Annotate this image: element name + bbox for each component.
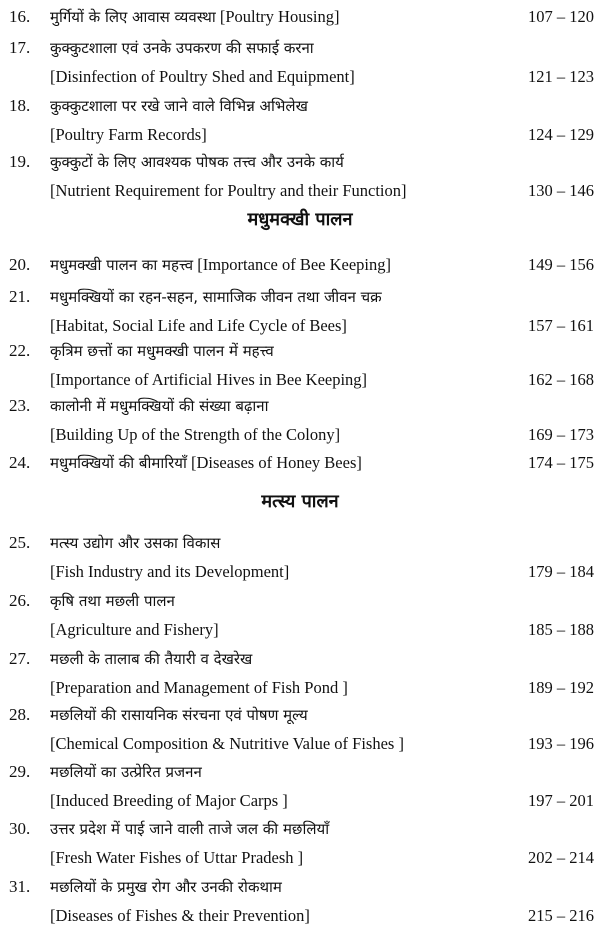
entry-title-hindi: मधुमक्खी पालन का महत्त्व [50,256,194,274]
entry-number: 18. [9,96,31,115]
entry-pages: 185 – 188 [528,620,594,639]
entry-title [50,7,339,27]
entry-title-hindi: कृत्रिम छत्तों का मधुमक्खी पालन में महत्त्व [50,342,274,360]
entry-title-hindi: मधुमक्खियों का रहन-सहन, सामाजिक जीवन तथा जीवन चक्र [50,288,382,306]
entry-title-english: [Induced Breeding of Major Carps ] [50,791,288,810]
section-heading-fish: मत्स्य पालन [261,491,339,512]
entry-pages: 193 – 196 [528,734,594,753]
entry-number: 21. [9,287,31,306]
entry-pages: 149 – 156 [528,255,594,274]
entry-number: 20. [9,255,31,274]
entry-number: 30. [9,819,31,838]
entry-title-english: [Importance of Artificial Hives in Bee Keeping] [50,370,368,389]
entry-title-hindi: मुर्गियों के लिए आवास व्यवस्था [50,8,216,26]
entry-title-english: [Building Up of the Strength of the Colony] [50,425,341,444]
entry-title-hindi: मधुमक्खियों की बीमारियाँ [50,454,187,472]
entry-title [50,453,362,473]
entry-pages: 174 – 175 [528,453,594,472]
entry-title-english: [Poultry Farm Records] [50,125,207,144]
entry-title-hindi: कुक्कुटशाला एवं उनके उपकरण की सफाई करना [50,39,314,57]
entry-title-english: [Agriculture and Fishery] [50,620,219,639]
entry-pages: 162 – 168 [528,370,594,389]
entry-title-hindi: कृषि तथा मछली पालन [50,592,175,610]
entry-number: 19. [9,152,31,171]
entry-title-english: [Preparation and Management of Fish Pond ] [50,678,348,697]
entry-pages: 189 – 192 [528,678,594,697]
entry-title-english: [Diseases of Fishes & their Prevention] [50,906,310,925]
entry-title [50,255,391,275]
entry-title-english: [Fresh Water Fishes of Uttar Pradesh ] [50,848,304,867]
entry-number: 16. [9,7,31,26]
entry-number: 17. [9,38,31,57]
entry-pages: 124 – 129 [528,125,594,144]
entry-number: 23. [9,396,31,415]
entry-title-english: [Nutrient Requirement for Poultry and their Function] [50,181,407,200]
entry-title-english: [Diseases of Honey Bees] [190,453,362,472]
entry-number: 22. [9,341,31,360]
entry-number: 31. [9,877,31,896]
entry-title-hindi: मछली के तालाब की तैयारी व देखरेख [50,650,253,668]
entry-pages: 197 – 201 [528,791,594,810]
entry-title-hindi: कुक्कुटों के लिए आवश्यक पोषक तत्त्व और उनके कार्य [50,153,344,171]
entry-title-english: [Importance of Bee Keeping] [197,255,392,274]
entry-pages: 179 – 184 [528,562,594,581]
entry-number: 24. [9,453,31,472]
entry-title-hindi: मछलियों के प्रमुख रोग और उनकी रोकथाम [50,878,282,896]
entry-title-hindi: मछलियों का उत्प्रेरित प्रजनन [50,763,202,781]
entry-title-english: [Disinfection of Poultry Shed and Equipment] [50,67,355,86]
entry-number: 27. [9,649,31,668]
entry-title-english: [Poultry Housing] [219,7,340,26]
entry-number: 25. [9,533,31,552]
section-heading-bee: मधुमक्खी पालन [247,209,353,230]
entry-pages: 121 – 123 [528,67,594,86]
entry-pages: 215 – 216 [528,906,594,925]
entry-title-hindi: मछलियों की रासायनिक संरचना एवं पोषण मूल्य [50,706,308,724]
entry-title-hindi: कुक्कुटशाला पर रखे जाने वाले विभिन्न अभिलेख [50,97,308,115]
entry-title-english: [Fish Industry and its Development] [50,562,290,581]
entry-pages: 169 – 173 [528,425,594,444]
entry-number: 26. [9,591,31,610]
entry-pages: 202 – 214 [528,848,594,867]
entry-title-hindi: मत्स्य उद्योग और उसका विकास [50,534,221,552]
entry-title-english: [Chemical Composition & Nutritive Value of Fishes ] [50,734,404,753]
entry-number: 28. [9,705,31,724]
entry-pages: 157 – 161 [528,316,594,335]
entry-pages: 130 – 146 [528,181,594,200]
entry-number: 29. [9,762,31,781]
entry-title-hindi: उत्तर प्रदेश में पाई जाने वाली ताजे जल की मछलियाँ [50,820,330,838]
entry-title-english: [Habitat, Social Life and Life Cycle of Bees] [50,316,347,335]
entry-pages: 107 – 120 [528,7,594,26]
entry-title-hindi: कालोनी में मधुमक्खियों की संख्या बढ़ाना [50,397,269,415]
